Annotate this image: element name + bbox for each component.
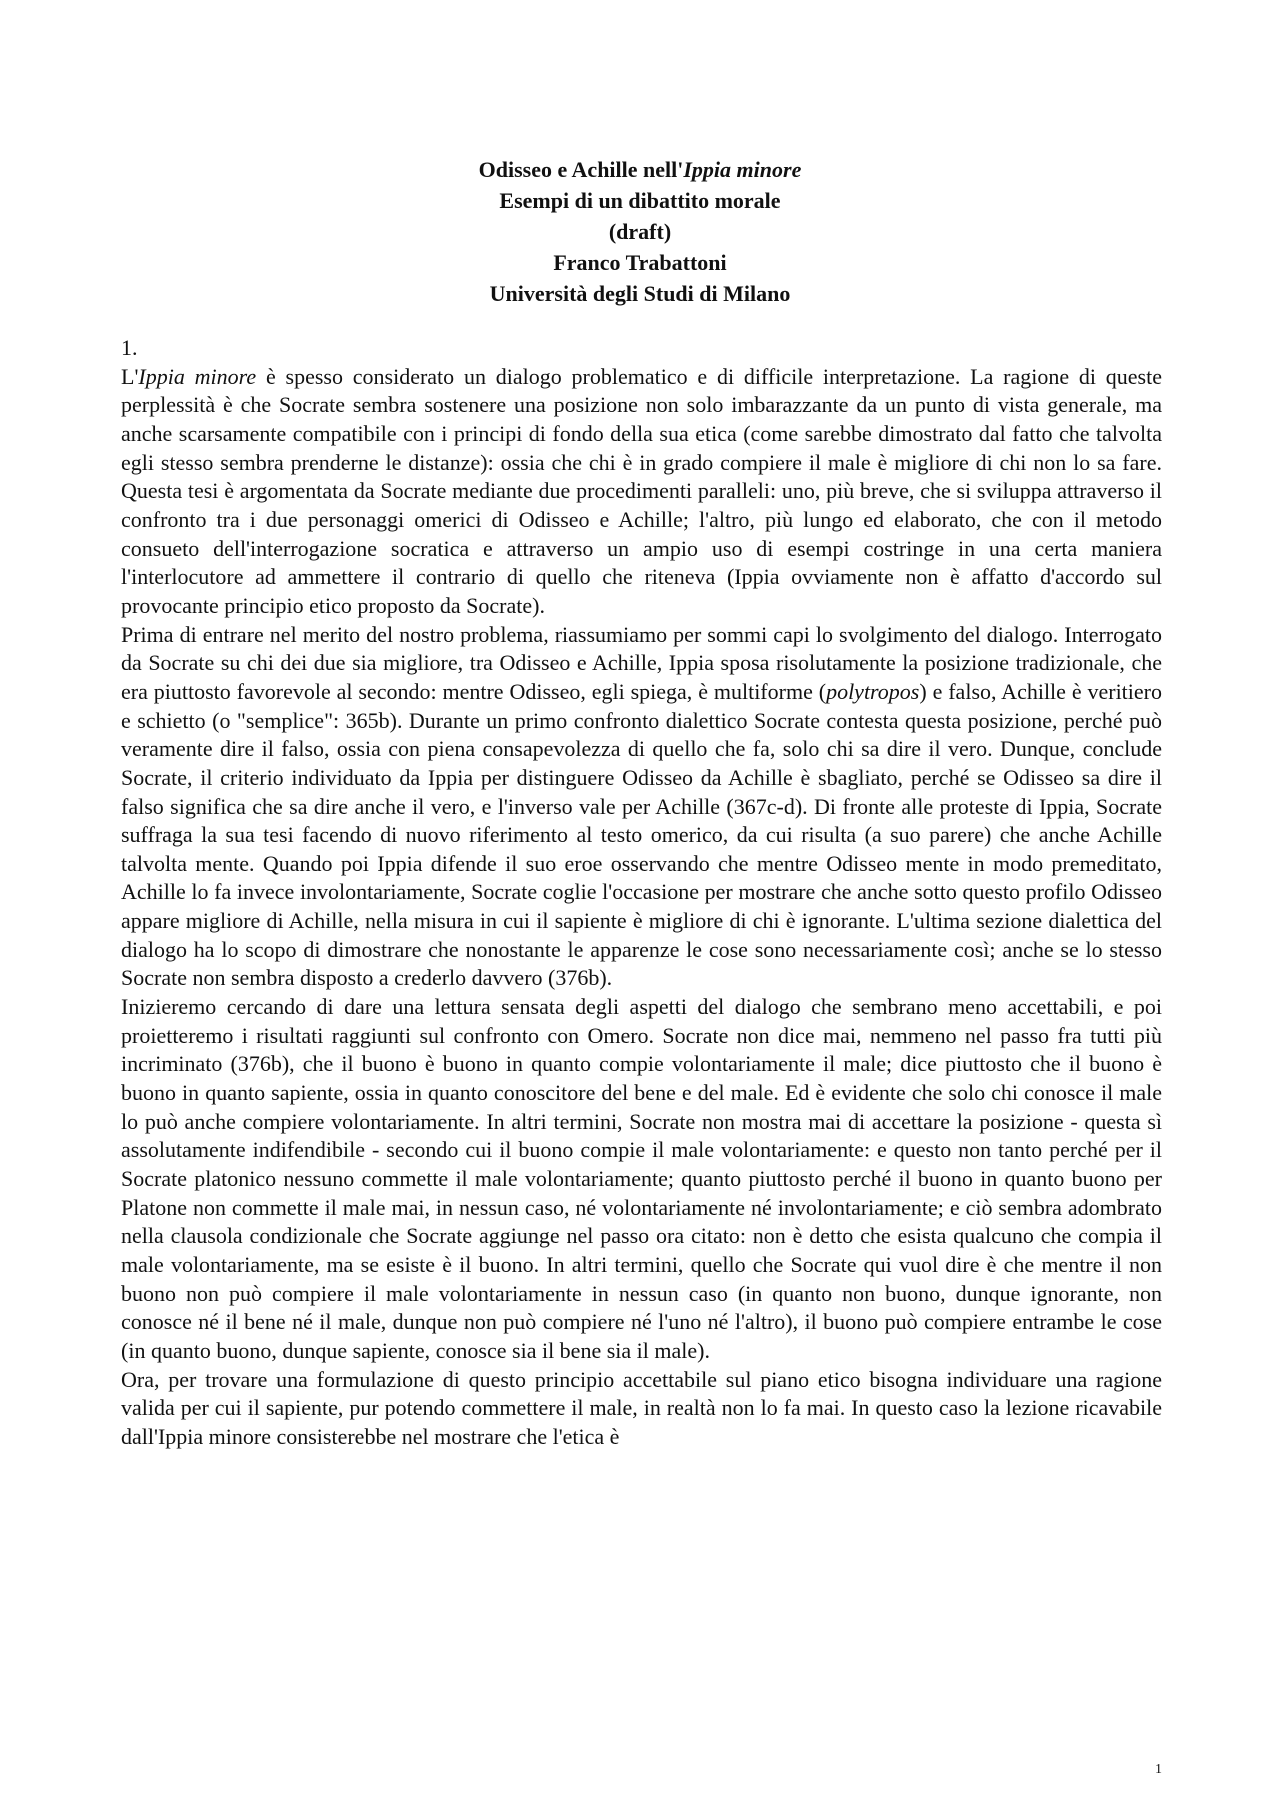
paragraph-3: Inizieremo cercando di dare una lettura sensata degli aspetti del dialogo che sembrano meno accettabili, e poi proietteremo i risultati raggiunti sul confronto con Omero. Socrate non dice mai, nemmeno nel passo fra tutti più incriminato (376b), che il buono è buono in quanto compie volontariamente il male; dice piuttosto che il buono è buono in quanto sapiente, ossia in quanto conoscitore del bene e del male. Ed è evidente che solo chi conosce il male lo può anche compiere volontariamente. In altri termini, Socrate non mostra mai di accettare la posizione - questa sì assolutamente indifendibile - secondo cui il buono compie il male volontariamente: e questo non tanto perché per il Socrate platonico nessuno commette il male volontariamente; quanto piuttosto perché il buono in quanto buono per Platone non commette il male mai, in nessun caso, né volontariamente né involontariamente; e ciò sembra adombrato nella clausola condizionale che Socrate aggiunge nel passo ora citato: non è detto che esista qualcuno che compia il male volontariamente, ma se esiste è il buono. In altri termini, quello che Socrate qui vuol dire è che mentre il non buono non può compiere il male volontariamente in nessun caso (in quanto non buono, dunque ignorante, non conosce né il bene né il male, dunque non può compiere né l'uno né l'altro), il buono può compiere entrambe le cose (in quanto buono, dunque sapiente, conosce sia il bene sia il male). <box>121 994 1162 1363</box>
page-number: 1 <box>1155 1762 1162 1777</box>
paper-subtitle: Esempi di un dibattito morale <box>499 188 781 213</box>
draft-status: (draft) <box>608 219 672 244</box>
paragraph-text: Prima di entrare nel merito del nostro problema, riassumiamo per sommi capi lo svolgimento del dialogo. Interrogato da Socrate su chi dei due sia migliore, tra Odisseo e Achille, Ippia sposa risolutamente la posizione tradizionale, che era piuttosto favorevole al secondo: mentre Odisseo, egli spiega, è multiforme ( <box>121 621 1162 704</box>
paper-title <box>0 154 1280 185</box>
author-affiliation: Università degli Studi di Milano <box>489 281 791 306</box>
paragraph-text: è spesso considerato un dialogo problematico e di difficile interpretazione. La ragione di queste perplessità è che Socrate sembra sostenere una posizione non solo imbarazzante da un punto di vista generale, ma anche scarsamente compatibile con i principi di fondo della sua etica (come sarebbe dimostrato dal fatto che talvolta egli stesso sembra prenderne le distanze): ossia che chi è in grado compiere il male è migliore di chi non lo sa fare. Questa tesi è argomentata da Socrate mediante due procedimenti paralleli: uno, più breve, che si sviluppa attraverso il confronto tra i due personaggi omerici di Odisseo e Achille; l'altro, più lungo ed elaborato, che con il metodo consueto dell'interrogazione socratica e attraverso un ampio uso di esempi costringe in una certa maniera l'interlocutore ad ammettere il contrario di quello che riteneva (Ippia ovviamente non è affatto d'accordo sul provocante principio etico proposto da Socrate). <box>121 363 1162 618</box>
italic-term: polytropos <box>826 678 920 704</box>
paragraph-4: Ora, per trovare una formulazione di questo principio accettabile sul piano etico bisogna individuare una ragione valida per cui il sapiente, pur potendo commettere il male, in realtà non lo fa mai. In questo caso la lezione ricavabile dall'Ippia minore consisterebbe nel mostrare che l'etica è <box>121 1366 1162 1449</box>
body-text <box>121 334 1162 1452</box>
paragraph-1 <box>121 363 1162 621</box>
title-block <box>0 154 1280 309</box>
section-number: 1. <box>121 335 138 360</box>
paragraph-2 <box>121 621 1162 994</box>
title-text: Odisseo e Achille nell' <box>478 157 684 182</box>
paragraph-text: L' <box>121 363 139 389</box>
italic-term: Ippia minore <box>138 363 257 389</box>
title-italic-text: Ippia minore <box>683 157 802 182</box>
paragraph-text: ) e falso, Achille è veritiero e schietto (o "semplice": 365b). Durante un primo confronto dialettico Socrate contesta questa posizione, perché può veramente dire il falso, ossia con piena consapevolezza di quello che fa, solo chi sa dire il vero. Dunque, conclude Socrate, il criterio individuato da Ippia per distinguere Odisseo da Achille è sbagliato, perché se Odisseo sa dire il falso significa che sa dire anche il vero, e l'inverso vale per Achille (367c-d). Di fronte alle proteste di Ippia, Socrate suffraga la sua tesi facendo di nuovo riferimento al testo omerico, da cui risulta (a suo parere) che anche Achille talvolta mente. Quando poi Ippia difende il suo eroe osservando che mentre Odisseo mente in modo premeditato, Achille lo fa invece involontariamente, Socrate coglie l'occasione per mostrare che anche sotto questo profilo Odisseo appare migliore di Achille, nella misura in cui il sapiente è migliore di chi è ignorante. L'ultima sezione dialettica del dialogo ha lo scopo di dimostrare che nonostante le apparenze le cose sono necessariamente così; anche se lo stesso Socrate non sembra disposto a crederlo davvero (376b). <box>121 678 1163 991</box>
author-name: Franco Trabattoni <box>553 250 727 275</box>
